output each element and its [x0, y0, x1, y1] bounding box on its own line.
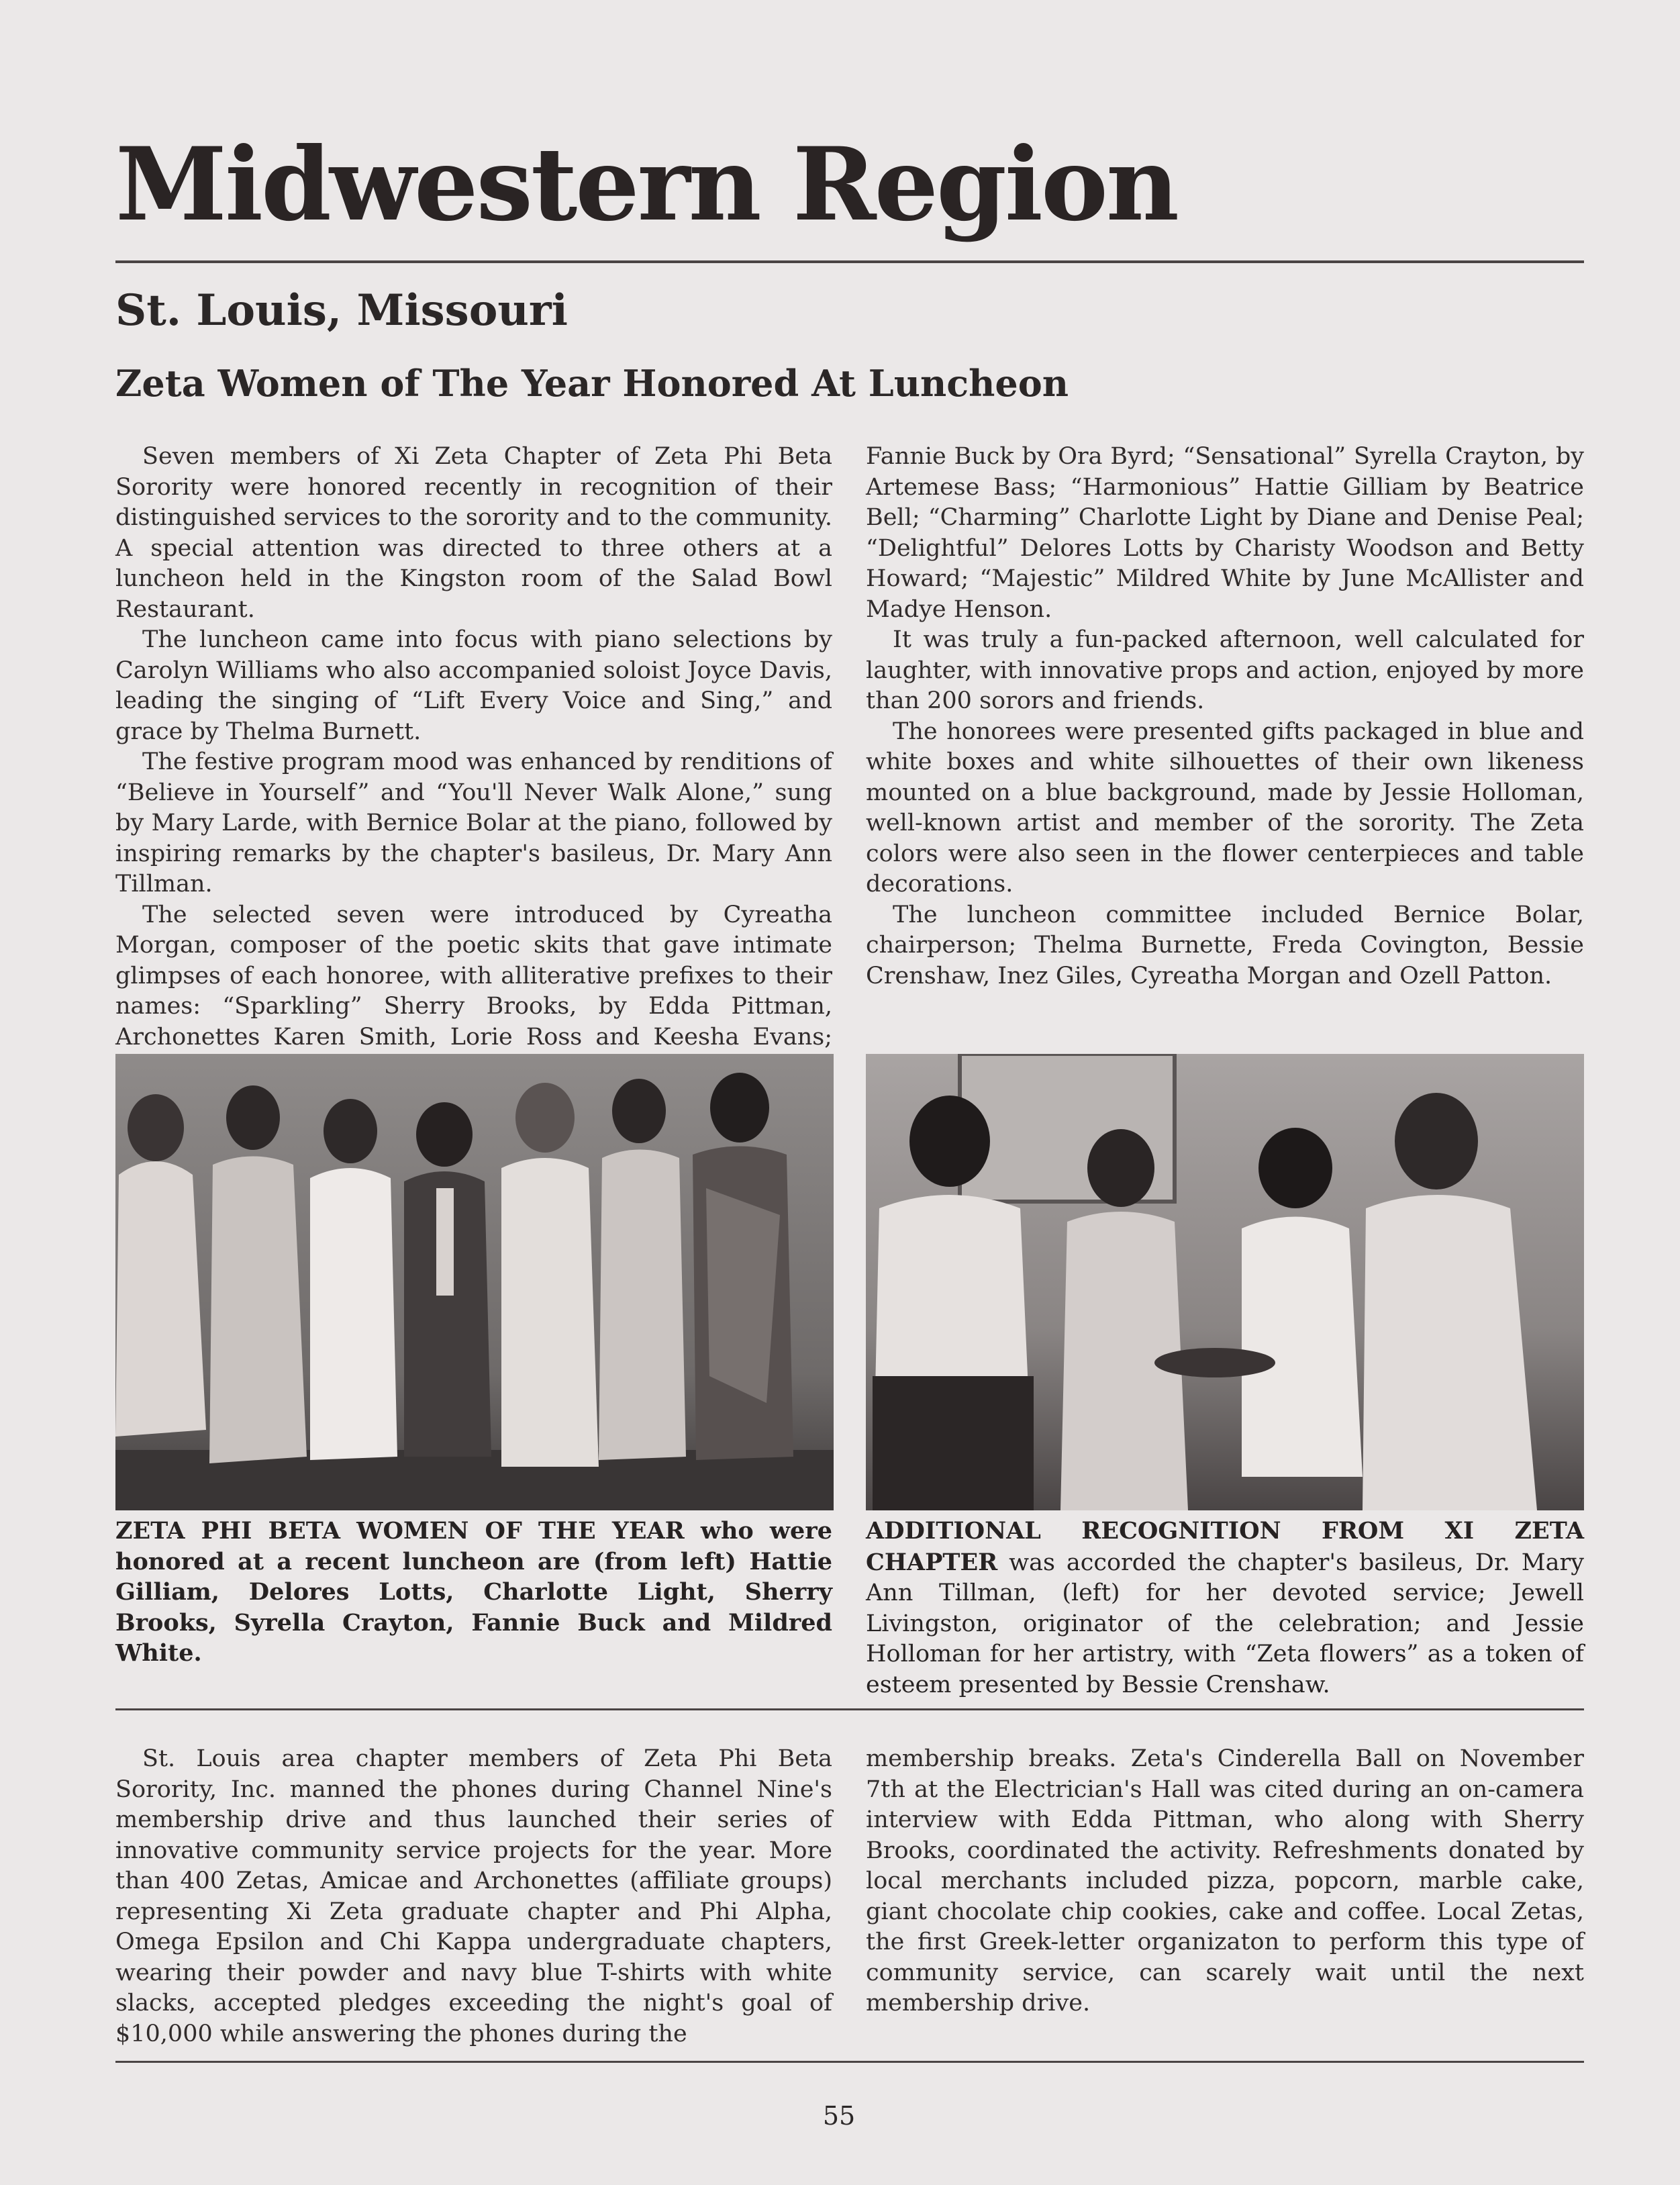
paragraph: The luncheon came into focus with piano selections by Carolyn Williams who also accompanied soloist Joyce Davis, leading the singing of “Lift Every Voice and Sing,” and grace by Thelma Burnett.: [115, 626, 832, 745]
page-title: Midwestern Region: [115, 126, 1178, 244]
article2-column-right: [866, 1744, 1584, 2019]
photo-caption-right: [866, 1516, 1584, 1700]
title-divider: [115, 260, 1584, 263]
footer-divider: [115, 2061, 1584, 2063]
group-photo-image: [115, 1054, 834, 1510]
recognition-photo-image: [866, 1054, 1584, 1510]
article-column-left: [115, 442, 832, 1083]
photo-caption-left: ZETA PHI BETA WOMEN OF THE YEAR who were honored at a recent luncheon are (from left) Hattie Gilliam, Delores Lotts, Charlotte Light, Sherry Brooks, Syrella Crayton, Fannie Buck and Mildred White.: [115, 1517, 832, 1667]
paragraph: The festive program mood was enhanced by renditions of “Believe in Yourself” and “You'll Never Walk Alone,” sung by Mary Larde, with Bernice Bolar at the piano, followed by inspiring remarks by the chapter's basileus, Dr. Mary Ann Tillman.: [115, 748, 832, 897]
caption-body: was accorded the chapter's basileus, Dr. Mary Ann Tillman, (left) for her devoted service; Jewell Livingston, originator of the celebration; and Jessie Holloman for her artistry, with “Zeta flowers” as a token of esteem presented by Bessie Crenshaw.: [866, 1549, 1584, 1698]
paragraph: The honorees were presented gifts packaged in blue and white boxes and white silhouettes of their own likeness mounted on a blue background, made by Jessie Holloman, well-known artist and member of the sorority. The Zeta colors were also seen in the flower centerpieces and table decorations.: [866, 718, 1584, 897]
section-subtitle: St. Louis, Missouri: [115, 285, 568, 336]
paragraph: The selected seven were introduced by Cyreatha Morgan, composer of the poetic skits that gave intimate glimpses of each honoree, with alliterative prefixes to their names: “Sparkling” Sherry Brooks, by Edda Pittman, Archonettes Karen Smith, Lorie Ross and Keesha Evans;: [115, 901, 832, 1051]
article-headline: Zeta Women of The Year Honored At Luncheon: [115, 362, 1069, 405]
paragraph-continued: membership breaks. Zeta's Cinderella Ball on November 7th at the Electrician's Hall was cited during an on-camera interview with Edda Pittman, who along with Sherry Brooks, coordinated the activity. Refreshments donated by local merchants included pizza, popcorn, marble cake, giant chocolate chip cookies, cake and coffee. Local Zetas, the first Greek-letter organizaton to perform this type of community service, can scarely wait until the next membership drive.: [866, 1745, 1584, 2017]
recognition-photo: [866, 1054, 1584, 1510]
paragraph: Seven members of Xi Zeta Chapter of Zeta Phi Beta Sorority were honored recently in recognition of their distinguished services to the sorority and to the community. A special attention was directed to three others at a luncheon held in the Kingston room of the Salad Bowl Restaurant.: [115, 443, 832, 623]
caption-lead: ADDITIONAL RECOGNITION FROM XI ZETA CHAPTER: [866, 1517, 1584, 1576]
page-number: 55: [822, 2101, 856, 2131]
section-divider: [115, 1708, 1584, 1710]
article-column-right: [866, 442, 1584, 991]
article2-column-left: [115, 1744, 832, 2049]
group-photo: [115, 1054, 834, 1510]
paragraph-continued: Fannie Buck by Ora Byrd; “Sensational” Syrella Crayton, by Artemese Bass; “Harmonious” Hattie Gilliam by Beatrice Bell; “Charming” Charlotte Light by Diane and Denise Peal; “Delightful” Delores Lotts by Charisty Woodson and Betty Howard; “Majestic” Mildred White by June McAllister and Madye Henson.: [866, 443, 1584, 623]
paragraph: St. Louis area chapter members of Zeta Phi Beta Sorority, Inc. manned the phones during Channel Nine's membership drive and thus launched their series of innovative community service projects for the year. More than 400 Zetas, Amicae and Archonettes (affiliate groups) representing Xi Zeta graduate chapter and Phi Alpha, Omega Epsilon and Chi Kappa undergraduate chapters, wearing their powder and navy blue T-shirts with white slacks, accepted pledges exceeding the night's goal of $10,000 while answering the phones during the: [115, 1745, 832, 2047]
paragraph: The luncheon committee included Bernice Bolar, chairperson; Thelma Burnette, Freda Covington, Bessie Crenshaw, Inez Giles, Cyreatha Morgan and Ozell Patton.: [866, 901, 1584, 989]
paragraph: It was truly a fun-packed afternoon, well calculated for laughter, with innovative props and action, enjoyed by more than 200 sorors and friends.: [866, 626, 1584, 714]
